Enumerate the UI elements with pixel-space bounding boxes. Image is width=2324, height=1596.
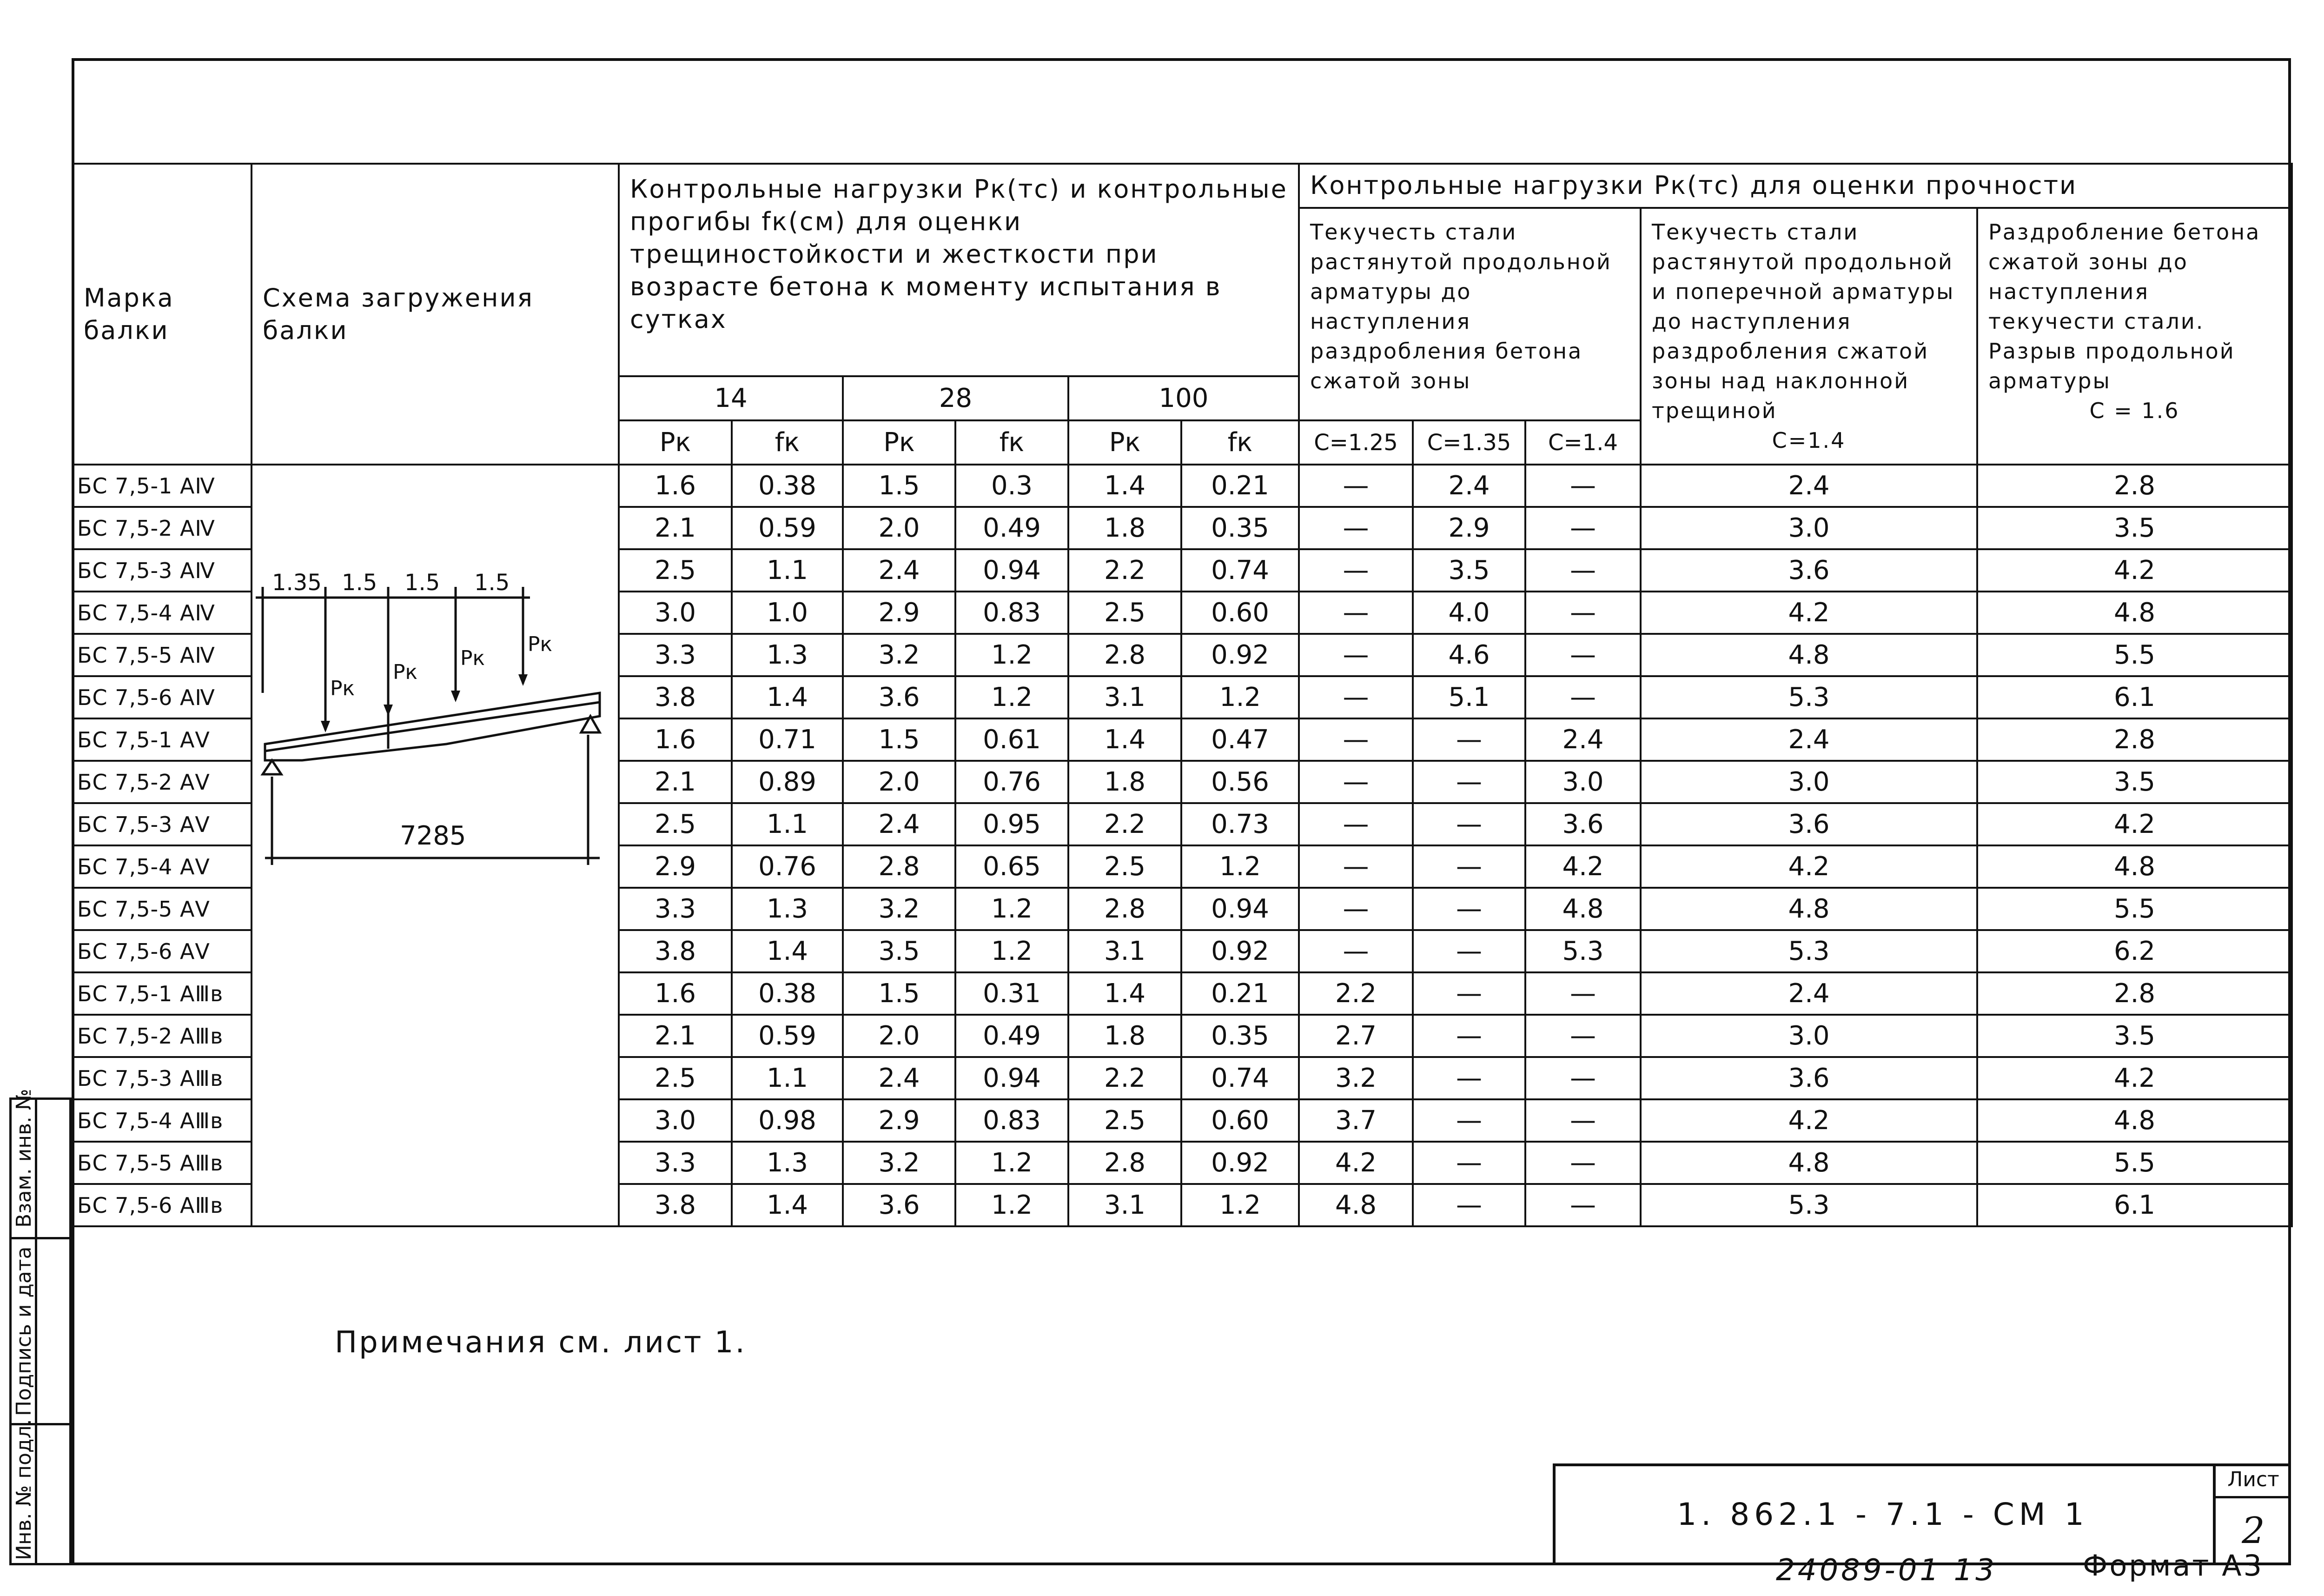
table-cell: 0.38 (732, 465, 843, 507)
table-cell: 0.94 (955, 1057, 1068, 1099)
table-cell: 5.1 (1413, 676, 1525, 718)
table-cell: 4.2 (1525, 845, 1641, 888)
table-cell: 4.8 (1525, 888, 1641, 930)
header-yield-trans: Текучесть стали растянутой продольной и поперечной арматуры до наступления раздробления сжатой зоны над наклонной трещиной С=1.4 (1641, 208, 1977, 465)
table-cell: 4.8 (1641, 888, 1977, 930)
table-cell: 4.2 (1299, 1142, 1413, 1184)
table-cell: 4.8 (1641, 634, 1977, 676)
table-cell: 3.6 (843, 676, 955, 718)
table-cell: — (1299, 761, 1413, 803)
scheme-load-label-4: Рк (528, 632, 553, 656)
table-cell: 1.3 (732, 888, 843, 930)
beam-mark-cell: БС 7,5-5 АⅣ (73, 634, 252, 676)
table-cell: 4.2 (1641, 845, 1977, 888)
table-cell: — (1299, 803, 1413, 845)
side-label-podpis-data: Подпись и дата (12, 1246, 36, 1416)
table-cell: 0.89 (732, 761, 843, 803)
table-cell: 1.2 (1181, 676, 1299, 718)
beam-mark-cell: БС 7,5-5 АⅤ (73, 888, 252, 930)
table-cell: 0.59 (732, 507, 843, 549)
table-cell: 1.2 (955, 676, 1068, 718)
table-cell: 0.35 (1181, 507, 1299, 549)
table-cell: 2.2 (1068, 1057, 1181, 1099)
table-cell: 1.2 (955, 634, 1068, 676)
table-cell: — (1525, 1015, 1641, 1057)
table-cell: 2.5 (619, 1057, 732, 1099)
table-cell: 4.8 (1299, 1184, 1413, 1226)
table-cell: 6.1 (1977, 676, 2292, 718)
table-cell: 3.1 (1068, 676, 1181, 718)
table-cell: 1.2 (955, 930, 1068, 972)
table-cell: 2.8 (843, 845, 955, 888)
header-day-100: 100 (1068, 376, 1299, 420)
table-cell: 4.2 (1977, 1057, 2292, 1099)
table-cell: 4.8 (1977, 592, 2292, 634)
table-cell: — (1525, 549, 1641, 592)
table-cell: 2.2 (1299, 972, 1413, 1015)
table-cell: 1.8 (1068, 761, 1181, 803)
table-cell: 1.2 (955, 1142, 1068, 1184)
scheme-span-label: 7285 (400, 821, 466, 851)
table-cell: 2.0 (843, 1015, 955, 1057)
beam-mark-cell: БС 7,5-1 АⅤ (73, 718, 252, 761)
table-cell: 3.6 (1641, 1057, 1977, 1099)
header-fk-14: fк (732, 420, 843, 465)
header-day-14: 14 (619, 376, 843, 420)
beam-mark-cell: БС 7,5-2 АⅢв (73, 1015, 252, 1057)
beam-mark-cell: БС 7,5-1 АⅢв (73, 972, 252, 1015)
table-cell: — (1299, 845, 1413, 888)
table-cell: 0.56 (1181, 761, 1299, 803)
table-row (73, 465, 2292, 507)
bottom-code: 24089-01 13 (1776, 1553, 1997, 1588)
table-cell: — (1525, 1184, 1641, 1226)
table-cell: 1.1 (732, 803, 843, 845)
table-cell: 3.8 (619, 930, 732, 972)
table-cell: 3.0 (1641, 761, 1977, 803)
header-day-28: 28 (843, 376, 1068, 420)
table-cell: 1.1 (732, 549, 843, 592)
table-cell: 1.4 (732, 930, 843, 972)
table-cell: 2.8 (1977, 718, 2292, 761)
document-code: 1. 862.1 - 7.1 - СМ 1 (1677, 1496, 2089, 1532)
table-cell: — (1525, 676, 1641, 718)
table-cell: 0.31 (955, 972, 1068, 1015)
header-fk-28: fк (955, 420, 1068, 465)
table-cell: 5.3 (1641, 930, 1977, 972)
table-cell: — (1413, 972, 1525, 1015)
table-cell: 4.8 (1977, 1099, 2292, 1142)
table-cell: 5.5 (1977, 888, 2292, 930)
table-cell: — (1525, 1057, 1641, 1099)
table-cell: 3.6 (1525, 803, 1641, 845)
table-cell: — (1299, 592, 1413, 634)
table-cell: — (1299, 634, 1413, 676)
table-cell: — (1413, 845, 1525, 888)
table-cell: 0.21 (1181, 972, 1299, 1015)
table-cell: 0.92 (1181, 930, 1299, 972)
table-cell: 2.8 (1068, 888, 1181, 930)
table-cell: — (1299, 930, 1413, 972)
table-cell: — (1413, 1057, 1525, 1099)
side-label-inv-podl: Инв. № подл. (12, 1419, 36, 1560)
table-cell: 0.71 (732, 718, 843, 761)
table-cell: 2.4 (843, 1057, 955, 1099)
table-cell: 0.47 (1181, 718, 1299, 761)
table-cell: 0.3 (955, 465, 1068, 507)
table-cell: 2.0 (843, 761, 955, 803)
table-cell: 3.6 (843, 1184, 955, 1226)
table-cell: — (1413, 1099, 1525, 1142)
beam-mark-cell: БС 7,5-4 АⅤ (73, 845, 252, 888)
table-cell: 4.8 (1641, 1142, 1977, 1184)
table-cell: — (1413, 803, 1525, 845)
table-cell: 1.6 (619, 718, 732, 761)
table-cell: 1.4 (1068, 465, 1181, 507)
table-cell: 4.2 (1977, 803, 2292, 845)
beam-mark-cell: БС 7,5-3 АⅤ (73, 803, 252, 845)
table-cell: 2.5 (619, 803, 732, 845)
table-cell: 1.4 (1068, 718, 1181, 761)
table-cell: 1.5 (843, 465, 955, 507)
table-cell: 0.83 (955, 592, 1068, 634)
table-cell: — (1299, 465, 1413, 507)
sheet-number: 2 (2242, 1510, 2265, 1552)
beam-mark-cell: БС 7,5-3 АⅢв (73, 1057, 252, 1099)
header-pk-28: Рк (843, 420, 955, 465)
table-cell: 0.59 (732, 1015, 843, 1057)
table-cell: 4.2 (1641, 592, 1977, 634)
table-cell: — (1525, 465, 1641, 507)
header-control-loads: Контрольные нагрузки Рк(тс) и контрольные прогибы fк(см) для оценки трещиностойкости и жесткости при возрасте бетона к моменту испытания в сутках (619, 164, 1299, 376)
header-scheme: Схема загружения балки (252, 164, 619, 465)
table-cell: 1.6 (619, 465, 732, 507)
table-cell: 2.2 (1068, 549, 1181, 592)
side-stamp-divider-1 (9, 1237, 72, 1239)
table-cell: 2.1 (619, 761, 732, 803)
table-cell: 0.83 (955, 1099, 1068, 1142)
table-cell: 0.74 (1181, 1057, 1299, 1099)
table-cell: 1.3 (732, 1142, 843, 1184)
beam-mark-cell: БС 7,5-6 АⅣ (73, 676, 252, 718)
table-cell: 2.4 (1641, 718, 1977, 761)
table-cell: 3.3 (619, 888, 732, 930)
table-cell: — (1413, 930, 1525, 972)
table-cell: 3.5 (1977, 761, 2292, 803)
header-c-125: С=1.25 (1299, 420, 1413, 465)
table-cell: — (1299, 888, 1413, 930)
beam-mark-cell: БС 7,5-6 АⅤ (73, 930, 252, 972)
format-label: Формат А3 (2083, 1549, 2264, 1583)
table-cell: 2.4 (1641, 465, 1977, 507)
table-cell: 3.8 (619, 1184, 732, 1226)
table-cell: 0.94 (955, 549, 1068, 592)
table-cell: 3.2 (1299, 1057, 1413, 1099)
table-cell: 2.4 (1413, 465, 1525, 507)
beam-mark-cell: БС 7,5-2 АⅣ (73, 507, 252, 549)
table-cell: 3.8 (619, 676, 732, 718)
table-cell: 0.74 (1181, 549, 1299, 592)
table-cell: 3.7 (1299, 1099, 1413, 1142)
table-cell: 3.0 (1525, 761, 1641, 803)
table-cell: 3.0 (1641, 507, 1977, 549)
table-cell: 5.3 (1641, 676, 1977, 718)
scheme-spacing-1: 1.35 (272, 570, 322, 596)
table-cell: 4.2 (1977, 549, 2292, 592)
table-cell: 1.2 (1181, 845, 1299, 888)
table-cell: 6.1 (1977, 1184, 2292, 1226)
scheme-spacing-3: 1.5 (404, 570, 440, 596)
table-cell: 3.5 (843, 930, 955, 972)
table-cell: 1.2 (955, 1184, 1068, 1226)
table-cell: 5.3 (1641, 1184, 1977, 1226)
table-cell: 0.94 (1181, 888, 1299, 930)
table-cell: 2.8 (1068, 1142, 1181, 1184)
table-cell: 0.61 (955, 718, 1068, 761)
table-cell: 3.1 (1068, 930, 1181, 972)
header-c-14: С=1.4 (1525, 420, 1641, 465)
table-cell: 5.5 (1977, 1142, 2292, 1184)
table-cell: 3.2 (843, 888, 955, 930)
table-cell: 0.76 (955, 761, 1068, 803)
table-cell: 1.5 (843, 972, 955, 1015)
table-cell: 2.4 (843, 549, 955, 592)
header-c-135: С=1.35 (1413, 420, 1525, 465)
table-cell: 4.2 (1641, 1099, 1977, 1142)
table-cell: 2.5 (1068, 845, 1181, 888)
beam-mark-cell: БС 7,5-6 АⅢв (73, 1184, 252, 1226)
table-cell: 2.5 (1068, 592, 1181, 634)
header-yield-long: Текучесть стали растянутой продольной арматуры до наступления раздробления бетона сжатой зоны (1299, 208, 1641, 420)
table-cell: 2.7 (1299, 1015, 1413, 1057)
table-cell: — (1413, 718, 1525, 761)
table-cell: — (1299, 676, 1413, 718)
table-cell: 0.76 (732, 845, 843, 888)
table-cell: 1.6 (619, 972, 732, 1015)
table-cell: 3.6 (1641, 549, 1977, 592)
table-cell: 2.5 (619, 549, 732, 592)
table-cell: 0.98 (732, 1099, 843, 1142)
table-cell: 1.1 (732, 1057, 843, 1099)
table-cell: 3.3 (619, 634, 732, 676)
table-cell: 2.0 (843, 507, 955, 549)
scheme-load-label-2: Рк (393, 660, 418, 684)
table-cell: 5.3 (1525, 930, 1641, 972)
table-cell: — (1525, 972, 1641, 1015)
control-loads-table (72, 163, 2293, 1227)
table-cell: — (1413, 761, 1525, 803)
table-cell: 1.3 (732, 634, 843, 676)
table-cell: — (1525, 592, 1641, 634)
table-cell: 0.21 (1181, 465, 1299, 507)
table-cell: 2.8 (1977, 465, 2292, 507)
table-cell: 3.5 (1977, 507, 2292, 549)
table-cell: 1.8 (1068, 1015, 1181, 1057)
table-cell: 1.0 (732, 592, 843, 634)
table-cell: 3.0 (1641, 1015, 1977, 1057)
table-cell: 3.6 (1641, 803, 1977, 845)
table-cell: 0.60 (1181, 1099, 1299, 1142)
table-cell: — (1525, 1142, 1641, 1184)
table-cell: 2.1 (619, 507, 732, 549)
table-cell: 5.5 (1977, 634, 2292, 676)
beam-mark-cell: БС 7,5-4 АⅢв (73, 1099, 252, 1142)
table-cell: 1.4 (732, 1184, 843, 1226)
sheet-label: Лист (2216, 1463, 2291, 1498)
table-cell: 2.8 (1977, 972, 2292, 1015)
table-cell: — (1413, 1184, 1525, 1226)
header-pk-14: Рк (619, 420, 732, 465)
table-cell: 3.5 (1413, 549, 1525, 592)
table-cell: — (1525, 1099, 1641, 1142)
table-cell: 2.2 (1068, 803, 1181, 845)
table-cell: — (1299, 507, 1413, 549)
table-cell: 2.4 (1525, 718, 1641, 761)
beam-mark-cell: БС 7,5-1 АⅣ (73, 465, 252, 507)
scheme-spacing-4: 1.5 (474, 570, 510, 596)
table-cell: 2.1 (619, 1015, 732, 1057)
header-pk-100: Рк (1068, 420, 1181, 465)
table-cell: 2.9 (843, 1099, 955, 1142)
header-marka: Марка балки (73, 164, 252, 465)
table-cell: — (1299, 718, 1413, 761)
table-cell: 3.0 (619, 1099, 732, 1142)
scheme-spacing-2: 1.5 (342, 570, 377, 596)
table-cell: 2.9 (843, 592, 955, 634)
beam-mark-cell: БС 7,5-4 АⅣ (73, 592, 252, 634)
table-cell: 1.2 (955, 888, 1068, 930)
table-cell: 1.8 (1068, 507, 1181, 549)
table-cell: 2.5 (1068, 1099, 1181, 1142)
notes-reference: Примечания см. лист 1. (335, 1325, 747, 1360)
table-cell: 0.95 (955, 803, 1068, 845)
table-cell: 3.3 (619, 1142, 732, 1184)
scheme-load-label-1: Рк (330, 677, 355, 700)
table-cell: 2.9 (1413, 507, 1525, 549)
table-cell: — (1413, 1015, 1525, 1057)
table-cell: 6.2 (1977, 930, 2292, 972)
table-cell: 2.9 (619, 845, 732, 888)
table-cell: 0.49 (955, 507, 1068, 549)
table-cell: 3.5 (1977, 1015, 2292, 1057)
header-strength-loads: Контрольные нагрузки Рк(тс) для оценки прочности (1299, 164, 2292, 208)
beam-mark-cell: БС 7,5-2 АⅤ (73, 761, 252, 803)
table-cell: 4.0 (1413, 592, 1525, 634)
table-cell: 4.8 (1977, 845, 2292, 888)
table-cell: 4.6 (1413, 634, 1525, 676)
table-cell: 3.1 (1068, 1184, 1181, 1226)
table-cell: 2.4 (1641, 972, 1977, 1015)
table-cell: 1.4 (1068, 972, 1181, 1015)
table-cell: 3.0 (619, 592, 732, 634)
header-crush: Раздробление бетона сжатой зоны до наступления текучести стали. Разрыв продольной арматуры С = 1.6 (1977, 208, 2292, 465)
table-cell: 2.4 (843, 803, 955, 845)
table-cell: — (1525, 634, 1641, 676)
beam-mark-cell: БС 7,5-3 АⅣ (73, 549, 252, 592)
table-cell: 3.2 (843, 1142, 955, 1184)
table-cell: 1.2 (1181, 1184, 1299, 1226)
beam-mark-cell: БС 7,5-5 АⅢв (73, 1142, 252, 1184)
table-cell: 0.38 (732, 972, 843, 1015)
table-cell: 3.2 (843, 634, 955, 676)
table-cell: 0.35 (1181, 1015, 1299, 1057)
table-cell: — (1413, 888, 1525, 930)
table-cell: 0.65 (955, 845, 1068, 888)
table-cell: 1.4 (732, 676, 843, 718)
table-cell: — (1413, 1142, 1525, 1184)
table-cell: 0.60 (1181, 592, 1299, 634)
table-cell: — (1525, 507, 1641, 549)
header-fk-100: fк (1181, 420, 1299, 465)
side-label-vzam-inv: Взам. инв. № (12, 1089, 36, 1228)
table-cell: 0.73 (1181, 803, 1299, 845)
table-cell: — (1299, 549, 1413, 592)
table-cell: 0.92 (1181, 634, 1299, 676)
table-cell: 0.92 (1181, 1142, 1299, 1184)
table-cell: 0.49 (955, 1015, 1068, 1057)
scheme-load-label-3: Рк (460, 646, 485, 670)
table-cell: 2.8 (1068, 634, 1181, 676)
table-cell: 1.5 (843, 718, 955, 761)
